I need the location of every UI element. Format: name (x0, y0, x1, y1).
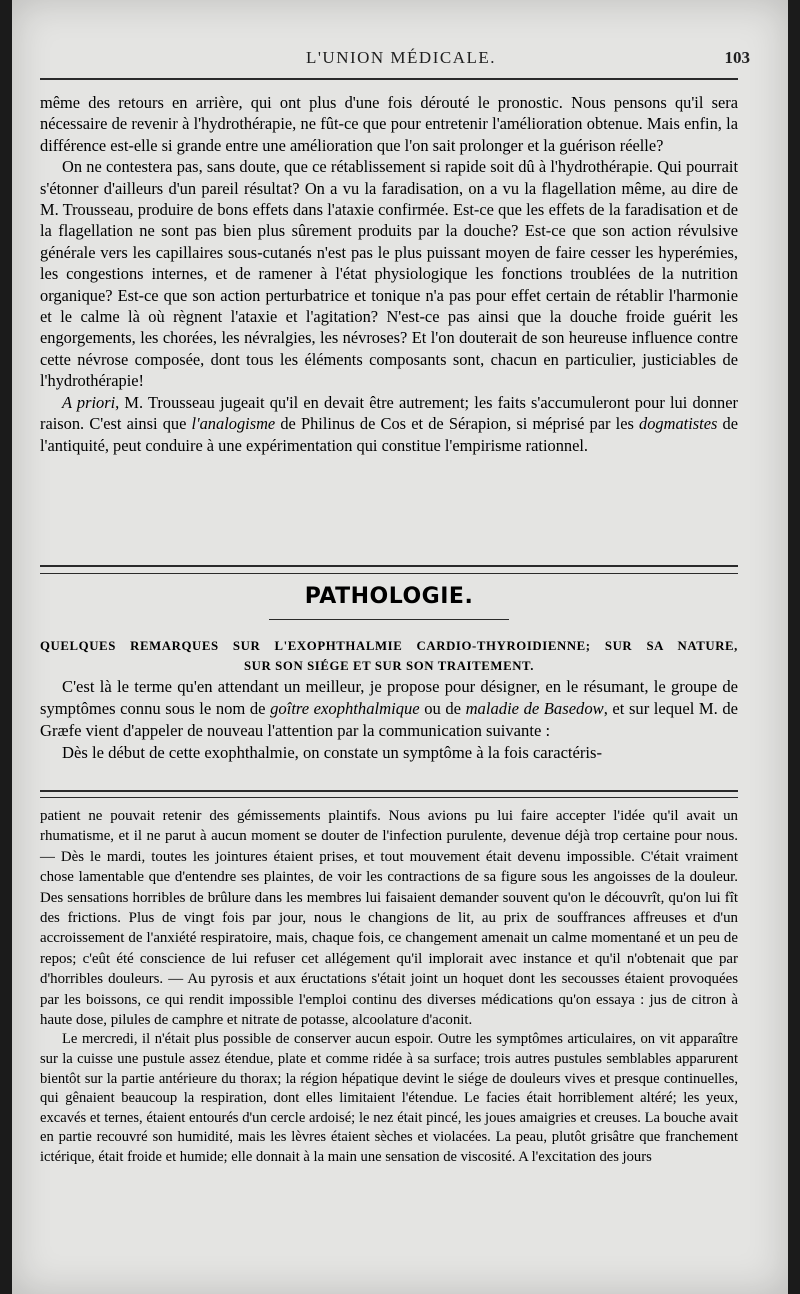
paragraph: Dès le début de cette exophthalmie, on constate un symptôme à la fois caractéris- (62, 743, 603, 762)
section-header (40, 565, 738, 676)
footnote-paragraph: patient ne pouvait retenir des gémissements plaintifs. Nous avions pu lui faire accepter l'idée qu'il avait un rhumatisme, et il ne parut à aucun moment se douter de l'infection purulente, devenue déjà trop certaine pour nous. — Dès le mardi, toutes les jointures étaient prises, et tout mouvement était devenu impossible. C'était vraiment chose lamentable que d'entendre ses plaintes, de voir les contractions de sa figure sous les angoisses de la douleur. Des sensations horribles de brûlure dans les membres lui faisaient demander souvent qu'on le découvrît, qu'on lui fît des frictions. Plus de vingt fois par jour, nous le changions de lit, au prix de souffrances affreuses et d'un accroissement de l'anxiété respiratoire, mais, chaque fois, ce changement amenait un calme momentané et un peu de repos; c'eût été conscience de lui refuser cet allégement qu'il implorait avec instance et qu'il n'obtenait que par d'horribles douleurs. — Au pyrosis et aux éructations s'était joint un hoquet dont les secousses étaient provoquées par les boissons, ce qui rendit impossible l'emploi continu des diverses médications qu'on essaya : jus de citron à haute dose, pilules de camphre et nitrate de potasse, alcoolature d'aconit. (40, 808, 738, 1029)
title-underline (269, 619, 509, 620)
article-body (40, 676, 738, 764)
paragraph (40, 392, 738, 456)
footnote-divider (40, 790, 738, 798)
section-divider (40, 565, 738, 574)
running-title: L'UNION MÉDICALE. (305, 48, 497, 67)
top-text-block (40, 92, 738, 456)
footnote-block (40, 806, 738, 1168)
text-run: de Philinus de Cos et de Sérapion, si méprisé par les (275, 414, 640, 434)
section-title: PATHOLOGIE. (304, 584, 474, 609)
text-run: ou de (419, 699, 466, 718)
paragraph: même des retours en arrière, qui ont plus d'une fois dérouté le pronostic. Nous pensons qu'il sera nécessaire de revenir à l'hydrothérapie, ne fût-ce que pour entretenir l'amélioration obtenue. Mais enfin, la différence est-elle si grande entre une amélioration que l'on sait prolonger et la guérison réelle? (40, 93, 738, 155)
text-run: de l'antiquité, peut conduire à une expérimentation qui constitue l'empirisme rationnel. (40, 414, 738, 455)
page-header (52, 44, 750, 70)
article-heading-line: QUELQUES REMARQUES SUR L'EXOPHTHALMIE CARDIO-THYROIDIENNE; SUR SA NATURE, (40, 639, 738, 653)
header-rule (40, 78, 738, 80)
italic-text: maladie de Basedow (465, 699, 604, 718)
page-number: 103 (724, 48, 750, 67)
article-heading (40, 636, 738, 676)
text-run: , et sur lequel M. de Græfe vient d'appeler de nouveau l'attention par la communication suivante : (40, 699, 738, 740)
paragraph: On ne contestera pas, sans doute, que ce rétablissement si rapide soit dû à l'hydrothérapie. Qui pourrait s'étonner d'ailleurs d'un pareil résultat? On a vu la faradisation, on a vu la flagellation même, au dire de M. Trousseau, produire de bons effets dans l'ataxie confirmée. Est-ce que les effets de la faradisation et de la flagellation ne sont pas bien plus sûrement produits par la douche? Est-ce que son action révulsive générale vers les capillaires sous-cutanés n'est pas le plus puissant moyen de faire cesser les hyperémies, les congestions internes, et de ramener à l'état physiologique les fonctions troublées de la nutrition organique? Est-ce que son action perturbatrice et tonique n'a pas pour effet certain de rétablir l'harmonie et le calme là où règnent l'ataxie et l'agitation? N'est-ce pas ainsi que la douche froide guérit les engorgements, les chorées, les névralgies, les névroses? Et l'on douterait de son heureuse influence contre cette névrose composée, dont tous les éléments composants sont, chacun en particulier, justiciables de l'hydrothérapie! (40, 157, 738, 391)
italic-text: goître exophthalmique (270, 699, 420, 718)
footnote-paragraph: Le mercredi, il n'était plus possible de conserver aucun espoir. Outre les symptômes articulaires, on vit apparaître sur la cuisse une pustule assez étendue, plate et comme ridée à sa surface; trois autres pustules semblables apparurent bientôt sur la partie antérieure du thorax; la région hépatique devint le siége de douleurs vives et presque continuelles, qui gênaient beaucoup la respiration, dont elles limitaient l'étendue. Le facies était horriblement altéré; les yeux, excavés et ternes, étaient entourés d'un cercle ardoisé; le nez était pincé, les joues amaigries et creuses. La bouche avait en partie recouvré son humidité, mais les lèvres étaient sèches et violacées. La peau, plutôt grisâtre que franchement ictérique, était froide et humide; elle donnait à la main une sensation de viscosité. A l'excitation des jours (40, 1031, 738, 1166)
italic-text: l'analogisme (191, 414, 276, 434)
article-heading-line: SUR SON SIÉGE ET SUR SON TRAITEMENT. (243, 659, 535, 673)
paragraph (40, 676, 738, 742)
text-run: , M. Trousseau jugeait qu'il en devait être autrement; les faits s'accumuleront pour lui donner raison. C'est ainsi que (40, 392, 738, 434)
italic-text: A priori (62, 392, 116, 412)
text-run: C'est là le terme qu'en attendant un meilleur, je propose pour désigner, en le résumant, le groupe de symptômes connu sous le nom de (40, 677, 738, 718)
italic-text: dogmatistes (639, 414, 718, 434)
